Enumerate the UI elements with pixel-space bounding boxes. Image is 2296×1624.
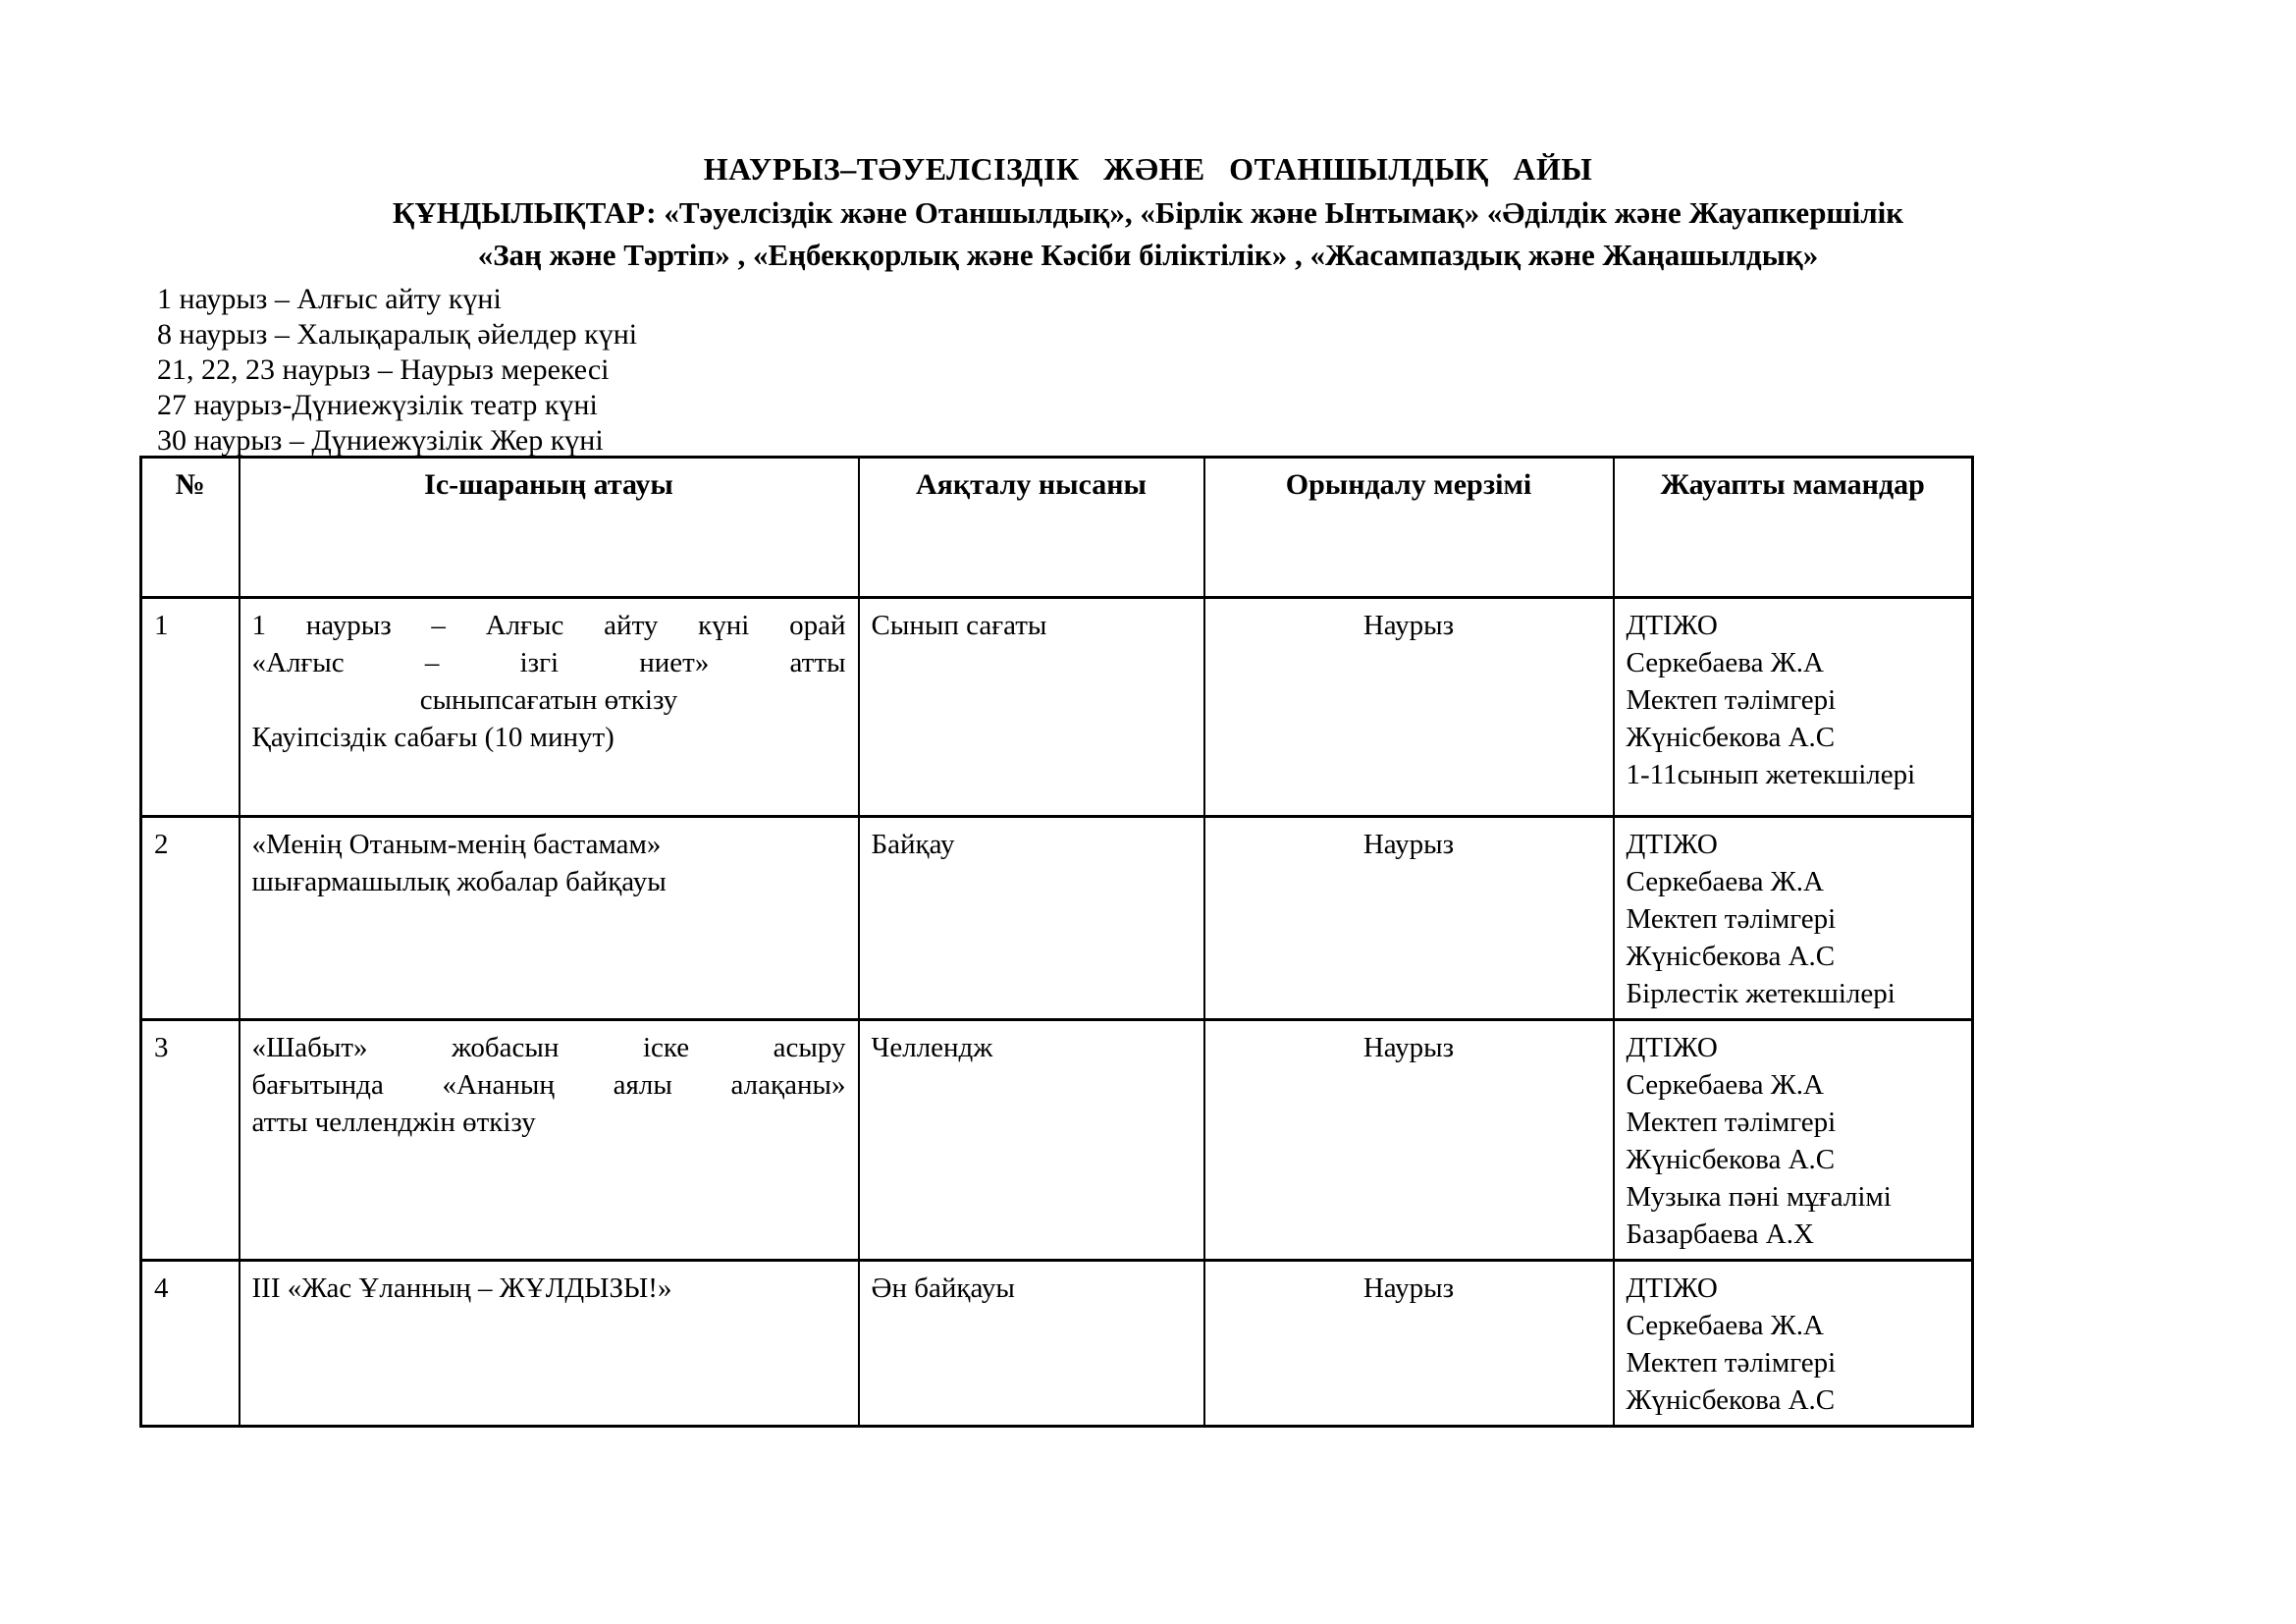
responsible-line: Мектеп тәлімгері bbox=[1626, 903, 1837, 935]
key-date-item: 1 наурыз – Алғыс айту күні bbox=[157, 283, 502, 315]
responsible-cell bbox=[1614, 1020, 1973, 1261]
responsible-cell bbox=[1614, 817, 1973, 1020]
event-cell bbox=[240, 817, 859, 1020]
responsible-cell bbox=[1614, 1261, 1973, 1427]
responsible-line: Мектеп тәлімгері bbox=[1626, 1107, 1837, 1138]
responsible-line: Серкебаева Ж.А bbox=[1626, 866, 1824, 897]
format-cell: Ән байқауы bbox=[859, 1261, 1204, 1427]
responsible-line: ДТІЖО bbox=[1626, 829, 1718, 860]
column-header-period: Орындалу мерзімі bbox=[1204, 458, 1614, 598]
table-row bbox=[141, 598, 1973, 817]
period-cell: Наурыз bbox=[1204, 598, 1614, 817]
document-heading bbox=[0, 147, 2296, 276]
table-row bbox=[141, 1261, 1973, 1427]
responsible-line: ДТІЖО bbox=[1626, 1032, 1718, 1063]
responsible-line: Жүнісбекова А.С bbox=[1626, 941, 1836, 972]
responsible-line: Серкебаева Ж.А bbox=[1626, 647, 1824, 678]
table-row bbox=[141, 817, 1973, 1020]
period-cell: Наурыз bbox=[1204, 817, 1614, 1020]
responsible-cell bbox=[1614, 598, 1973, 817]
event-line: шығармашылық жобалар байқауы bbox=[251, 866, 667, 897]
responsible-line: Серкебаева Ж.А bbox=[1626, 1310, 1824, 1341]
responsible-line: Жүнісбекова А.С bbox=[1626, 1144, 1836, 1175]
events-table bbox=[139, 456, 1974, 1428]
key-date-item: 21, 22, 23 наурыз – Наурыз мерекесі bbox=[157, 353, 610, 386]
values-line-2: «Заң және Тәртіп» , «Еңбекқорлық және Кәсіби біліктілік» , «Жасампаздық және Жаңашылдық» bbox=[477, 238, 1819, 272]
table-row bbox=[141, 1020, 1973, 1261]
event-line: «Алғыс – ізгі ниет» атты bbox=[251, 647, 846, 678]
format-cell: Челлендж bbox=[859, 1020, 1204, 1261]
event-line: сыныпсағатын өткізу bbox=[419, 684, 678, 716]
event-line: атты челленджін өткізу bbox=[251, 1107, 536, 1138]
row-number: 2 bbox=[141, 817, 240, 1020]
responsible-line: Бірлестік жетекшілері bbox=[1626, 978, 1896, 1009]
row-number: 1 bbox=[141, 598, 240, 817]
row-number: 4 bbox=[141, 1261, 240, 1427]
responsible-line: 1-11сынып жетекшілері bbox=[1626, 759, 1916, 790]
column-header-num: № bbox=[141, 458, 240, 598]
event-line: бағытында «Ананың аялы алақаны» bbox=[251, 1069, 846, 1101]
key-date-item: 27 наурыз-Дүниежүзілік театр күні bbox=[157, 389, 598, 421]
responsible-line: Мектеп тәлімгері bbox=[1626, 684, 1837, 716]
format-cell: Байқау bbox=[859, 817, 1204, 1020]
responsible-line: Серкебаева Ж.А bbox=[1626, 1069, 1824, 1101]
key-date-item: 30 наурыз – Дүниежүзілік Жер күні bbox=[157, 424, 604, 457]
responsible-line: Жүнісбекова А.С bbox=[1626, 1384, 1836, 1416]
values-line-1: ҚҰНДЫЛЫҚТАР: «Тәуелсіздік және Отаншылдық», «Бірлік және Ынтымақ» «Әділдік және Жауапкершілік bbox=[392, 195, 1904, 230]
row-number: 3 bbox=[141, 1020, 240, 1261]
event-line: «Шабыт» жобасын іске асыру bbox=[251, 1032, 846, 1063]
page-title: НАУРЫЗ–ТӘУЕЛСІЗДІК ЖӘНЕ ОТАНШЫЛДЫҚ АЙЫ bbox=[703, 151, 1593, 187]
events-table-container bbox=[139, 456, 1974, 1428]
column-header-format: Аяқталу нысаны bbox=[859, 458, 1204, 598]
event-cell bbox=[240, 1020, 859, 1261]
table-header-row bbox=[141, 458, 1973, 598]
event-cell bbox=[240, 1261, 859, 1427]
event-line: Қауіпсіздік сабағы (10 минут) bbox=[251, 722, 614, 753]
event-line: 1 наурыз – Алғыс айту күні орай bbox=[251, 610, 846, 641]
column-header-responsible: Жауапты мамандар bbox=[1614, 458, 1973, 598]
responsible-line: ДТІЖО bbox=[1626, 610, 1718, 641]
column-header-event: Іс-шараның атауы bbox=[240, 458, 859, 598]
event-line: ІІІ «Жас Ұланның – ЖҰЛДЫЗЫ!» bbox=[251, 1272, 672, 1304]
period-cell: Наурыз bbox=[1204, 1261, 1614, 1427]
responsible-line: ДТІЖО bbox=[1626, 1272, 1718, 1304]
key-dates-list bbox=[157, 282, 637, 459]
responsible-line: Музыка пәні мұғалімі bbox=[1626, 1181, 1892, 1213]
event-line: «Менің Отаным-менің бастамам» bbox=[251, 829, 662, 860]
responsible-line: Жүнісбекова А.С bbox=[1626, 722, 1836, 753]
responsible-line: Базарбаева А.Х bbox=[1626, 1218, 1814, 1250]
key-date-item: 8 наурыз – Халықаралық әйелдер күні bbox=[157, 318, 638, 351]
event-cell bbox=[240, 598, 859, 817]
format-cell: Сынып сағаты bbox=[859, 598, 1204, 817]
responsible-line: Мектеп тәлімгері bbox=[1626, 1347, 1837, 1379]
period-cell: Наурыз bbox=[1204, 1020, 1614, 1261]
